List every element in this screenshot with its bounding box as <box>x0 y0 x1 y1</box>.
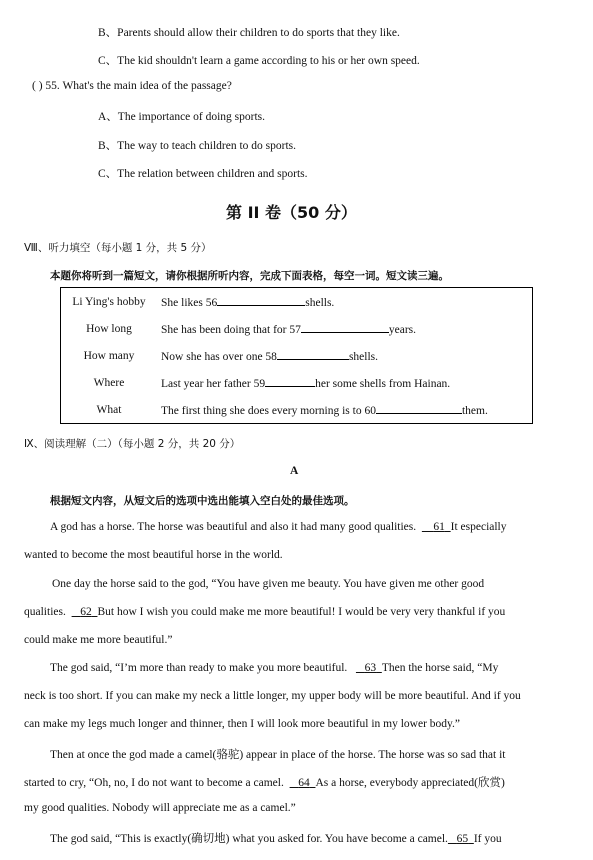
option-55-a: A、The importance of doing sports. <box>98 111 266 123</box>
row-text-end: shells. <box>348 351 379 363</box>
row-label: Where <box>93 376 125 389</box>
row-text-end: years. <box>388 324 417 336</box>
passage-text: But how I wish you could make me more beautiful! I would be very very thankful if you <box>97 606 506 618</box>
blank-number: 62 <box>80 606 92 618</box>
row-text: Last year her father 59 <box>161 378 266 390</box>
blank-64[interactable] <box>290 777 316 789</box>
row-text-end: her some shells from Hainan. <box>315 378 451 390</box>
blank-number: 63 <box>364 662 377 674</box>
row-label: How many <box>83 349 135 362</box>
row-label: Li Ying's hobby <box>72 295 146 308</box>
blank-61[interactable] <box>422 521 451 533</box>
section-8-instruction: 本题你将听到一篇短文，请你根据所听内容，完成下面表格，每空一词。短文读三遍。 <box>50 270 449 282</box>
blank-62[interactable] <box>72 606 98 618</box>
passage-text: started to cry, “Oh, no, I do not want to become a camel. <box>24 777 284 789</box>
answer-blank-58[interactable] <box>277 348 349 360</box>
passage-line: my good qualities. Nobody will appreciate me as a camel.” <box>24 802 296 814</box>
passage-line <box>50 662 498 674</box>
row-text: The first thing she does every morning is to 60 <box>161 405 376 417</box>
passage-text: qualities. <box>24 606 66 618</box>
answer-blank-57[interactable] <box>301 321 389 333</box>
passage-text: It especially <box>450 521 507 533</box>
option-55-c: C、The relation between children and sports. <box>98 168 308 180</box>
table-row <box>61 315 533 342</box>
option-55-b: B、The way to teach children to do sports. <box>98 140 297 152</box>
question-55: ( ) 55. What's the main idea of the passage? <box>32 80 232 92</box>
blank-number: 65 <box>456 833 469 845</box>
passage-line: Then at once the god made a camel(骆驼) appear in place of the horse. The horse was so sad that it <box>50 749 506 761</box>
option-54-c: C、The kid shouldn't learn a game according to his or her own speed. <box>98 55 420 67</box>
passage-line <box>50 830 502 846</box>
answer-blank-59[interactable] <box>265 375 315 387</box>
passage-text: Then the horse said, “My <box>381 662 499 674</box>
passage-line: can make my legs much longer and thinner, then I will look more beautiful in my lower body.” <box>24 718 461 730</box>
row-text: Now she has over one 58 <box>161 351 277 363</box>
blank-65[interactable] <box>448 833 474 845</box>
passage-text: If you <box>473 833 502 845</box>
passage-line <box>24 774 505 790</box>
listening-table <box>60 287 533 424</box>
passage-text: The god said, “This is exactly(确切地) what you asked for. You have become a camel. <box>50 833 448 845</box>
passage-line <box>50 521 507 533</box>
table-row <box>61 342 533 369</box>
passage-line: wanted to become the most beautiful horse in the world. <box>24 549 283 561</box>
option-54-b: B、Parents should allow their children to do sports that they like. <box>98 27 400 39</box>
section-8-heading: Ⅷ、听力填空（每小题 1 分，共 5 分） <box>24 242 212 254</box>
row-text: She has been doing that for 57 <box>161 324 301 336</box>
passage-line: neck is too short. If you can make my neck a little longer, my upper body will be more beautiful. And if you <box>24 690 521 702</box>
passage-text: As a horse, everybody appreciated(欣赏) <box>315 777 505 789</box>
row-label: What <box>96 403 122 416</box>
row-text-end: shells. <box>305 297 335 309</box>
answer-blank-56[interactable] <box>217 294 305 306</box>
passage-label: A <box>290 465 299 477</box>
passage-text: The god said, “I’m more than ready to make you more beautiful. <box>50 662 348 674</box>
blank-63[interactable] <box>356 662 382 674</box>
row-label: How long <box>86 322 132 335</box>
answer-blank-60[interactable] <box>376 402 462 414</box>
section-9-instruction: 根据短文内容，从短文后的选项中选出能填入空白处的最佳选项。 <box>50 495 355 507</box>
blank-number: 64 <box>298 777 310 789</box>
section-9-heading: Ⅸ、阅读理解（二）（每小题 2 分，共 20 分） <box>24 438 241 450</box>
table-row <box>61 369 533 396</box>
row-text-end: them. <box>461 405 488 417</box>
passage-text: A god has a horse. The horse was beautiful and also it had many good qualities. <box>50 521 417 533</box>
part-title: 第 II 卷（50 分） <box>226 203 357 222</box>
row-text: She likes 56 <box>161 297 218 309</box>
table-row <box>61 396 533 424</box>
passage-line: One day the horse said to the god, “You have given me beauty. You have given me other good <box>52 578 485 590</box>
passage-line <box>24 606 505 618</box>
table-row <box>61 288 533 316</box>
passage-line: could make me more beautiful.” <box>24 634 173 646</box>
blank-number: 61 <box>433 521 445 533</box>
